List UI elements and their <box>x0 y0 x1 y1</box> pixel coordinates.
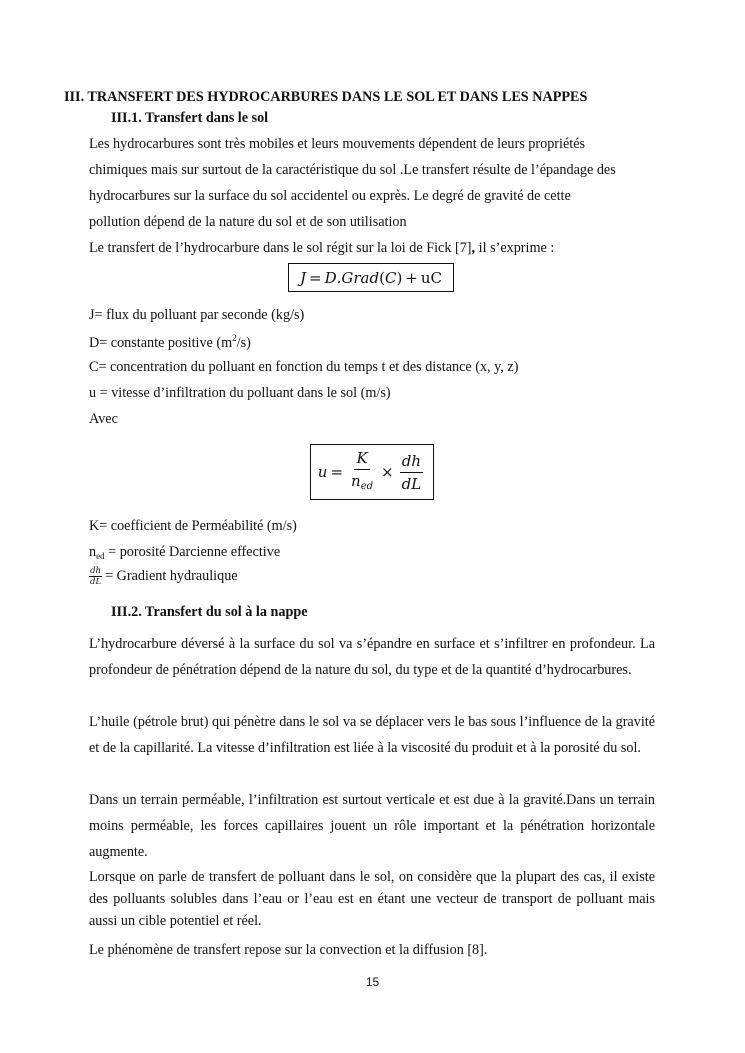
eq1-c: C <box>384 268 397 287</box>
eq2-ed: ed <box>360 480 374 492</box>
def-gradient <box>89 566 238 587</box>
def-ed: ed <box>96 551 105 561</box>
subsection-heading-2: III.2. Transfert du sol à la nappe <box>111 604 308 620</box>
paragraph-4: Lorsque on parle de transfert de polluant dans le sol, on considère que la plupart des cas, il existe des polluants solubles dans l’eau or l’eau est en étant une vecteur de transport de polluant mais aussi un cible potentiel et réel. <box>89 869 655 929</box>
paragraph-2: L’huile (pétrole brut) qui pénètre dans le sol va se déplacer vers le bas sous l’influence de la gravité et de la capillarité. La vitesse d’infiltration est liée à la viscosité du produit et à la porosité du sol. <box>89 714 655 756</box>
paragraph-3: Dans un terrain perméable, l’infiltration est surtout verticale et est due à la gravité.Dans un terrain moins perméable, les forces capillaires jouent un rôle important et la pénétration horizontale augmente. <box>89 792 655 860</box>
def-k: K= coefficient de Perméabilité (m/s) <box>89 518 297 534</box>
eq2-u: u <box>317 463 328 481</box>
eq1-rparen: ) <box>396 268 403 287</box>
def-j: J= flux du polluant par seconde (kg/s) <box>89 307 305 323</box>
eq2-fraction-gradient <box>400 451 424 494</box>
eq1-lparen: ( <box>379 268 385 287</box>
eq1-grad: Grad <box>341 268 380 287</box>
def-c: C= concentration du polluant en fonction du temps t et des distance (x, y, z) <box>89 359 519 375</box>
intro-line-5-text: Le transfert de l’hydrocarbure dans le sol régit sur la loi de Fick [7] <box>89 240 472 256</box>
paragraph-5: Le phénomène de transfert repose sur la convection et la diffusion [8]. <box>89 942 488 958</box>
def-n-ed <box>89 544 280 561</box>
eq2-dh: dh <box>400 451 423 473</box>
fick-law-equation <box>288 263 454 292</box>
eq2-n: n <box>351 471 361 490</box>
infiltration-velocity-equation <box>310 444 434 500</box>
def-n: n <box>89 544 97 560</box>
intro-line-2: chimiques mais sur surtout de la caractéristique du sol .Le transfert résulte de l’épandage des <box>89 162 616 178</box>
def-d-exponent: 2 <box>232 333 237 343</box>
page-number: 15 <box>365 975 380 989</box>
gradient-fraction <box>89 566 102 587</box>
eq1-j: J <box>299 268 306 287</box>
eq1-uc: uC <box>420 268 443 287</box>
eq2-k: K <box>354 448 369 470</box>
avec-label: Avec <box>89 411 118 427</box>
eq1-dot: . <box>336 268 342 287</box>
def-dh: dh <box>90 566 101 576</box>
eq2-dl: dL <box>401 474 422 493</box>
eq1-d: D <box>324 268 337 287</box>
def-u: u = vitesse d’infiltration du polluant dans le sol (m/s) <box>89 385 391 401</box>
paragraph-1: L’hydrocarbure déversé à la surface du sol va s’épandre en surface et s’infiltrer en profondeur. La profondeur de pénétration dépend de la nature du sol, du type et de la quantité d’hydrocarbures. <box>89 636 655 678</box>
eq2-equals: = <box>330 463 344 481</box>
eq1-plus: + <box>405 268 418 287</box>
intro-line-5-end: il s’exprime : <box>475 240 555 256</box>
section-heading: III. TRANSFERT DES HYDROCARBURES DANS LE SOL ET DANS LES NAPPES <box>64 89 588 105</box>
intro-line-4: pollution dépend de la nature du sol et de son utilisation <box>89 214 407 230</box>
def-d-unit-end: /s) <box>236 335 251 351</box>
def-d <box>89 333 251 352</box>
intro-line-5 <box>89 240 554 257</box>
eq2-n-ed <box>349 470 375 497</box>
eq2-fraction-k <box>349 448 375 497</box>
def-gradient-text: = Gradient hydraulique <box>105 567 238 584</box>
intro-line-5-comma: , <box>471 240 476 256</box>
def-n-text: = porosité Darcienne effective <box>104 544 281 560</box>
def-dl: dL <box>90 577 102 587</box>
intro-line-1: Les hydrocarbures sont très mobiles et leurs mouvements dépendent de leurs propriétés <box>89 136 586 152</box>
intro-line-3: hydrocarbures sur la surface du sol accidentel ou exprès. Le degré de gravité de cette <box>89 188 571 204</box>
def-d-text: D= constante positive (m <box>89 335 233 351</box>
eq2-times: × <box>381 463 394 481</box>
eq1-equals: = <box>309 268 322 287</box>
subsection-heading-1: III.1. Transfert dans le sol <box>111 110 269 126</box>
